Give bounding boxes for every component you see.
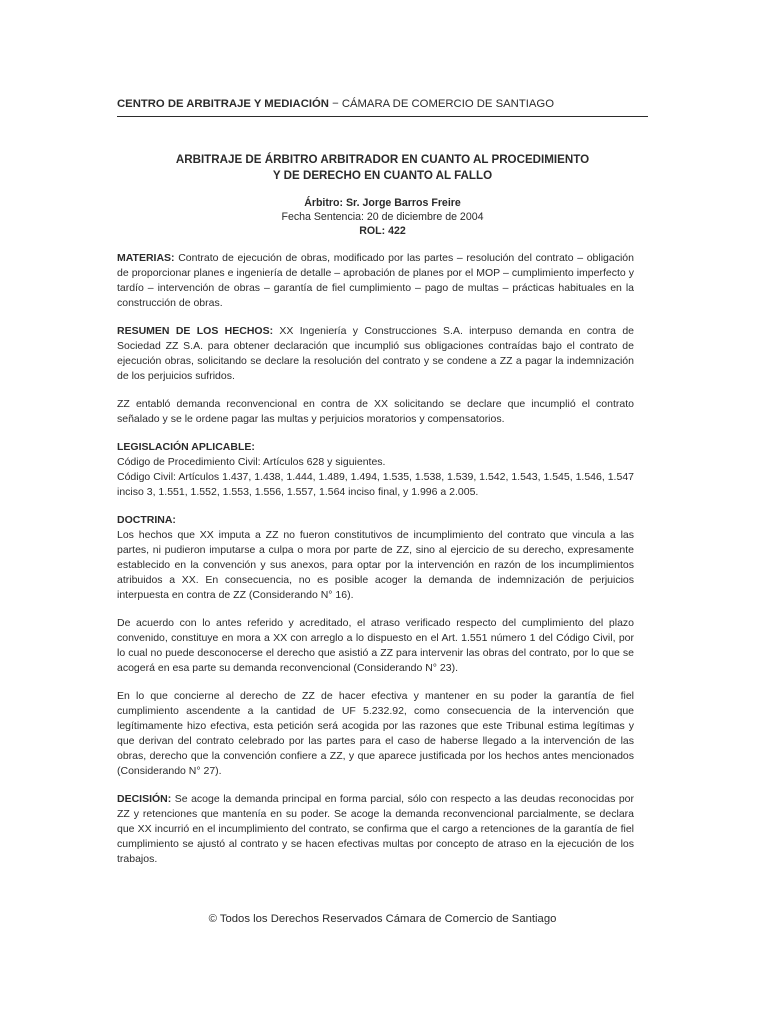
case-rol: ROL: 422 <box>359 225 406 237</box>
copyright-footer: © Todos los Derechos Reservados Cámara de Comercio de Santiago <box>208 913 557 925</box>
header-separator: − <box>328 98 342 110</box>
legislacion-label: LEGISLACIÓN APLICABLE: <box>117 441 255 453</box>
document-body <box>117 251 634 880</box>
resumen-paragraph <box>117 324 634 384</box>
materias-text: Contrato de ejecución de obras, modificado por las partes – resolución del contrato – obligación de proporcionar planes e ingeniería de detalle – aprobación de planes por el MOP – cumplimiento imperfecto y tardío – intervención de obras – garantía de fiel cumplimiento – pago de multas – prácticas habituales en la construcción de obras. <box>117 252 634 309</box>
doctrina-label: DOCTRINA: <box>117 514 176 526</box>
legislacion-cpc: Código de Procedimiento Civil: Artículos 628 y siguientes. <box>117 456 386 468</box>
legislacion-cc: Código Civil: Artículos 1.437, 1.438, 1.444, 1.489, 1.494, 1.535, 1.538, 1.539, 1.542, 1.543, 1.545, 1.546, 1.547 inciso 3, 1.551, 1.552, 1.553, 1.556, 1.557, 1.564 inciso final, y 1.996 a 2.005. <box>117 471 634 498</box>
page-header <box>117 97 648 117</box>
decision-text: Se acoge la demanda principal en forma parcial, sólo con respecto a las deudas reconocidas por ZZ y retenciones que mantenía en su poder. Se acoge la demanda reconvencional parcialmente, se declara que XX incurrió en el incumplimiento del contrato, se confirma que el cargo a retenciones de la garantía de fiel cumplimiento se ajustó al contrato y se hacen efectivas multas por concepto de atraso en la ejecución de los trabajos. <box>117 793 634 865</box>
legislacion-paragraph <box>117 440 634 500</box>
resumen-label: RESUMEN DE LOS HECHOS: <box>117 325 274 337</box>
sentence-date: Fecha Sentencia: 20 de diciembre de 2004 <box>281 211 484 223</box>
header-organization: CENTRO DE ARBITRAJE Y MEDIACIÓN <box>117 98 329 110</box>
header-chamber: CÁMARA DE COMERCIO DE SANTIAGO <box>341 98 554 110</box>
title-line-1: ARBITRAJE DE ÁRBITRO ARBITRADOR EN CUANTO AL PROCEDIMIENTO <box>175 153 590 166</box>
doctrina-paragraph-2: De acuerdo con lo antes referido y acreditado, el atraso verificado respecto del cumplimiento del plazo convenido, constituye en mora a XX con arreglo a lo dispuesto en el Art. 1.551 número 1 del Código Civil, por lo cual no puede desconocerse el derecho que asistió a ZZ para intervenir las obras del contrato, por lo que se acogerá en esa parte su demanda reconvencional (Considerando N° 23). <box>117 617 634 674</box>
reconvencion-paragraph: ZZ entabló demanda reconvencional en contra de XX solicitando se declare que incumplió el contrato señalado y se le ordene pagar las multas y perjuicios moratorios y compensatorios. <box>117 398 634 425</box>
decision-label: DECISIÓN: <box>117 793 172 805</box>
doctrina-text-1: Los hechos que XX imputa a ZZ no fueron constitutivos de incumplimiento del contrato que vincula a las partes, ni pudieron imputarse a culpa o mora por parte de ZZ, sino al ejercicio de su derecho, expresamente establecido en la convención y sus anexos, para optar por la intervención en razón de los incumplimientos atribuidos a XX. En consecuencia, no es posible acoger la demanda de indemnización de perjuicios interpuesta en contra de ZZ (Considerando N° 16). <box>117 529 634 601</box>
doctrina-paragraph-1 <box>117 513 634 603</box>
materias-paragraph <box>117 251 634 311</box>
title-line-2: Y DE DERECHO EN CUANTO AL FALLO <box>272 169 493 182</box>
document-title <box>117 152 648 184</box>
arbitrator-name: Árbitro: Sr. Jorge Barros Freire <box>304 197 461 209</box>
doctrina-paragraph-3: En lo que concierne al derecho de ZZ de hacer efectiva y mantener en su poder la garantía de fiel cumplimiento ascendente a la cantidad de UF 5.232.92, como consecuencia de la intervención que legítimamente hizo efectiva, esta petición será acogida por las razones que este Tribunal estima legítimas y que derivan del contrato celebrado por las partes para el caso de haberse llegado a la intervención de las obras, derecho que la convención confiere a ZZ, y que aparece justificada por los hechos antes mencionados (Considerando N° 27). <box>117 690 634 777</box>
materias-label: MATERIAS: <box>117 252 175 264</box>
resumen-text: XX Ingeniería y Construcciones S.A. interpuso demanda en contra de Sociedad ZZ S.A. para obtener declaración que incumplió sus obligaciones contraídas bajo el contrato de ejecución obras, solicitando se declare la resolución del contrato y se condene a ZZ a pagar la indemnización de los perjuicios sufridos. <box>117 325 634 382</box>
case-metadata <box>117 196 648 238</box>
decision-paragraph <box>117 792 634 867</box>
